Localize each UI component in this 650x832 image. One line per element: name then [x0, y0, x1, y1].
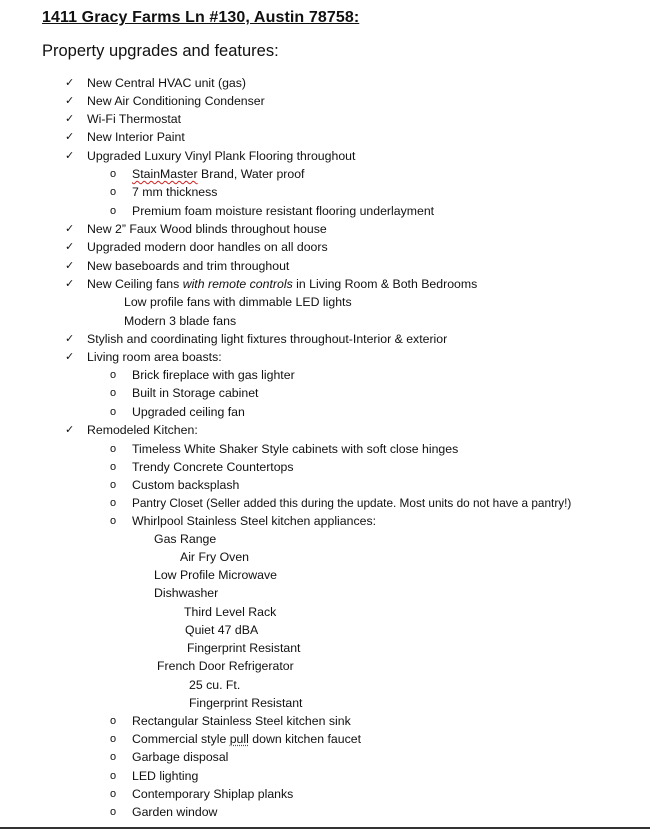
list-item: Living room area boasts: [87, 350, 222, 364]
appliance-detail: Third Level Rack [184, 605, 277, 619]
list-item: New Interior Paint [87, 130, 185, 144]
sub-list-item: Premium foam moisture resistant flooring underlayment [132, 204, 435, 218]
bullet-icon: o [110, 387, 117, 399]
list-item: New 2” Faux Wood blinds throughout house [87, 222, 327, 236]
bullet-icon: o [110, 461, 117, 473]
bullet-icon: o [110, 479, 117, 491]
appliance-item: Gas Range [154, 532, 217, 546]
checkmark-icon: ✓ [65, 240, 75, 253]
sub-list-item: Commercial style pull down kitchen faucet [132, 732, 361, 746]
list-item: New baseboards and trim throughout [87, 259, 290, 273]
checkmark-icon: ✓ [65, 259, 75, 272]
bullet-icon: o [110, 515, 117, 527]
sub-list-item: 7 mm thickness [132, 185, 218, 199]
note-line: Modern 3 blade fans [124, 314, 237, 328]
bullet-icon: o [110, 369, 117, 381]
sub-list-item: Garbage disposal [132, 750, 229, 764]
checkmark-icon: ✓ [65, 76, 75, 89]
note-line: Low profile fans with dimmable LED lights [124, 295, 352, 309]
bullet-icon: o [110, 205, 117, 217]
list-item: Upgraded Luxury Vinyl Plank Flooring throughout [87, 149, 356, 163]
sub-list-item: StainMaster Brand, Water proof [132, 167, 305, 181]
appliance-item: Low Profile Microwave [154, 568, 278, 582]
bullet-icon: o [110, 806, 117, 818]
checkmark-icon: ✓ [65, 94, 75, 107]
list-item: Stylish and coordinating light fixtures throughout-Interior & exterior [87, 332, 448, 346]
bullet-icon: o [110, 186, 117, 198]
grammar-word: pull [229, 732, 249, 746]
spellcheck-word: StainMaster [132, 167, 198, 181]
bullet-icon: o [110, 406, 117, 418]
sub-list-item: Contemporary Shiplap planks [132, 787, 294, 801]
list-item: Upgraded modern door handles on all doors [87, 240, 328, 254]
sub-list-item: Timeless White Shaker Style cabinets with soft close hinges [132, 442, 459, 456]
list-item: New Central HVAC unit (gas) [87, 76, 247, 90]
bullet-icon: o [110, 443, 117, 455]
list-item: New Air Conditioning Condenser [87, 94, 265, 108]
checkmark-icon: ✓ [65, 277, 75, 290]
bullet-icon: o [110, 497, 117, 509]
list-item: Wi-Fi Thermostat [87, 112, 182, 126]
list-item: Remodeled Kitchen: [87, 423, 198, 437]
checkmark-icon: ✓ [65, 332, 75, 345]
appliance-detail: Quiet 47 dBA [185, 623, 259, 637]
appliance-detail: Fingerprint Resistant [187, 641, 301, 655]
sub-list-item: Upgraded ceiling fan [132, 405, 245, 419]
appliance-detail: Fingerprint Resistant [189, 696, 303, 710]
appliance-item: French Door Refrigerator [157, 659, 294, 673]
sub-list-item: Whirlpool Stainless Steel kitchen appliances: [132, 514, 377, 528]
sub-list-item: Pantry Closet (Seller added this during the update. Most units do not have a pantry!) [132, 496, 572, 510]
sub-list-item: Trendy Concrete Countertops [132, 460, 294, 474]
bullet-icon: o [110, 715, 117, 727]
checkmark-icon: ✓ [65, 423, 75, 436]
sub-list-item: Custom backsplash [132, 478, 240, 492]
page-bottom-border [0, 827, 650, 829]
section-heading: Property upgrades and features: [42, 42, 279, 60]
list-item: New Ceiling fans with remote controls in Living Room & Both Bedrooms [87, 277, 478, 291]
appliance-item: Dishwasher [154, 586, 219, 600]
sub-list-item: Built in Storage cabinet [132, 386, 259, 400]
checkmark-icon: ✓ [65, 149, 75, 162]
appliance-detail: 25 cu. Ft. [189, 678, 241, 692]
sub-list-item: LED lighting [132, 769, 199, 783]
checkmark-icon: ✓ [65, 222, 75, 235]
bullet-icon: o [110, 733, 117, 745]
sub-list-item: Brick fireplace with gas lighter [132, 368, 295, 382]
sub-list-item: Rectangular Stainless Steel kitchen sink [132, 714, 351, 728]
bullet-icon: o [110, 788, 117, 800]
bullet-icon: o [110, 770, 117, 782]
bullet-icon: o [110, 751, 117, 763]
sub-list-item: Garden window [132, 805, 218, 819]
checkmark-icon: ✓ [65, 350, 75, 363]
checkmark-icon: ✓ [65, 112, 75, 125]
checkmark-icon: ✓ [65, 130, 75, 143]
bullet-icon: o [110, 168, 117, 180]
document-title: 1411 Gracy Farms Ln #130, Austin 78758: [42, 9, 360, 26]
appliance-detail: Air Fry Oven [180, 550, 250, 564]
